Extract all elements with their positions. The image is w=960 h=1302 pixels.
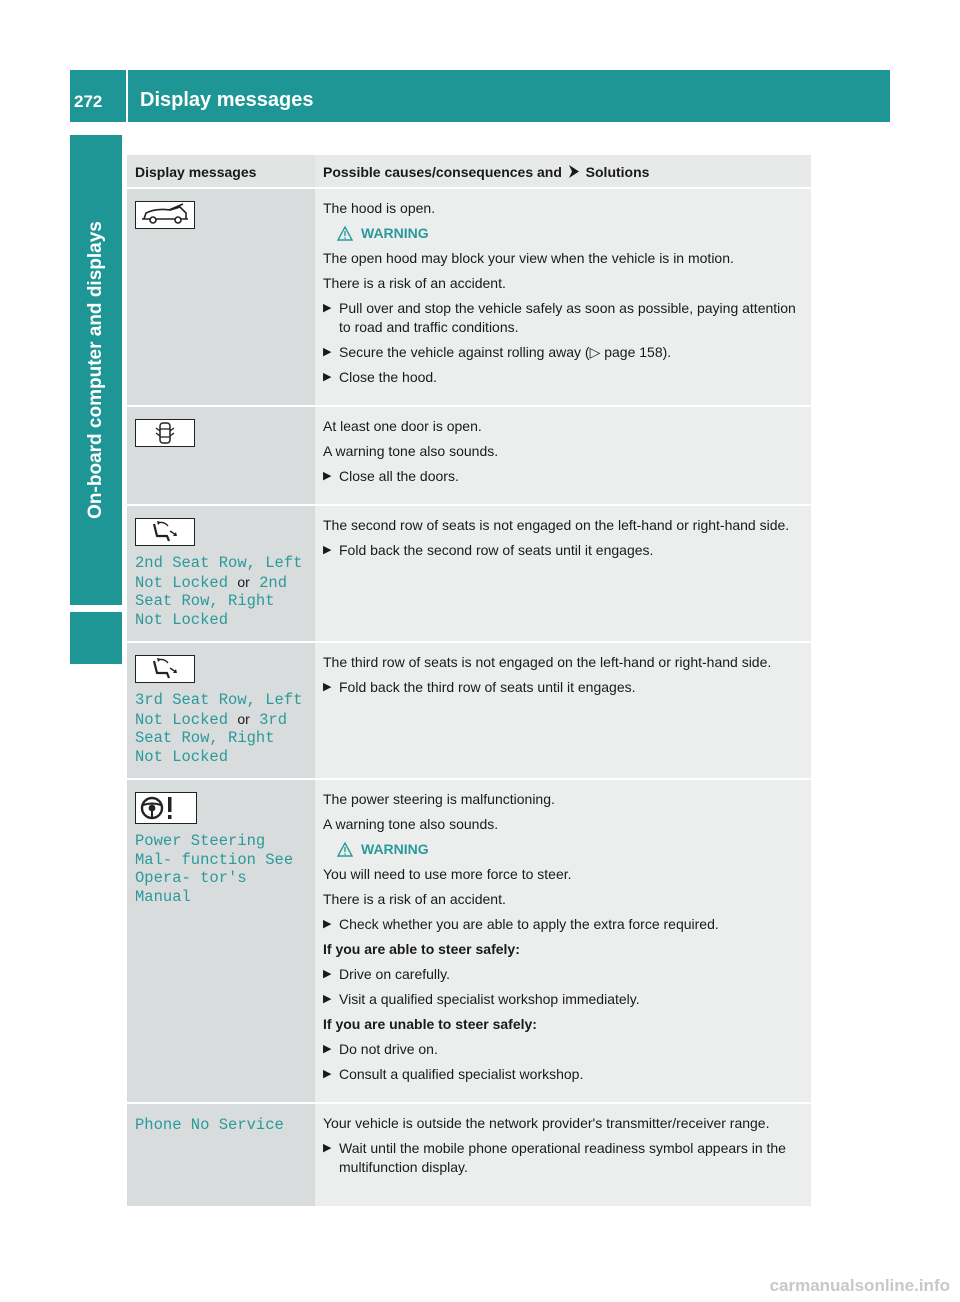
table-row [127,188,811,406]
step-arrow-icon: ▶ [323,1142,332,1154]
step-arrow-icon: ▶ [323,1068,332,1080]
cause-text: Your vehicle is outside the network provider's transmitter/receiver range. [323,1115,770,1131]
solution-arrow-icon [568,165,580,181]
solution-step [323,541,805,560]
warning-heading [337,224,805,243]
causes-cell [315,779,811,1103]
step-arrow-icon: ▶ [323,371,332,383]
or-text: or [237,710,250,727]
col-header-causes [315,155,811,188]
solution-step [323,990,805,1009]
warning-heading [337,840,805,859]
door-open-icon [135,419,195,447]
power-steering-icon [135,792,197,824]
cause-text: At least one door is open. [323,418,482,434]
step-arrow-icon: ▶ [323,346,332,358]
step-arrow-icon: ▶ [323,918,332,930]
display-message: Phone No Service [135,1116,284,1134]
display-message-right: 2nd Seat Row, Right Not Locked [135,573,287,629]
cause-text: You will need to use more force to steer. [323,866,572,882]
warning-triangle-icon [337,842,353,857]
solution-step-text: Pull over and stop the vehicle safely as soon as possible, paying attention to road and traffic conditions. [339,300,796,335]
footer-watermark: carmanualsonline.info [769,1276,950,1295]
display-message: Power Steering Mal‐ function See Opera‐ tor's Manual [135,832,294,906]
display-cell [127,779,315,1103]
section-tab-label: On-board computer and displays [85,221,106,519]
causes-cell [315,406,811,505]
display-cell [127,505,315,642]
solution-step-text: Visit a qualified specialist workshop immediately. [339,991,640,1007]
cause-text: The hood is open. [323,200,436,216]
warning-label: WARNING [361,841,429,857]
causes-cell [315,1103,811,1207]
or-text: or [237,573,250,590]
warning-label: WARNING [361,225,429,241]
hood-open-icon [135,201,195,229]
step-arrow-icon: ▶ [323,302,332,314]
display-cell [127,642,315,779]
solution-step-text: Check whether you are able to apply the extra force required. [339,916,719,932]
condition-heading: If you are able to steer safely: [323,941,520,957]
solution-step-text: Consult a qualified specialist workshop. [339,1066,584,1082]
causes-cell [315,188,811,406]
display-message [135,554,307,629]
solution-step [323,965,805,984]
solution-step-text: Drive on carefully. [339,966,451,982]
display-messages-table [127,155,811,1208]
table-row [127,1103,811,1207]
step-arrow-icon: ▶ [323,470,332,482]
cause-text: There is a risk of an accident. [323,891,506,907]
solution-step-text: Secure the vehicle against rolling away (▷ page 158). [339,344,672,360]
solution-step [323,368,805,387]
table-header-row [127,155,811,188]
solution-step [323,1040,805,1059]
display-cell [127,1103,315,1207]
display-message-right: 3rd Seat Row, Right Not Locked [135,710,287,766]
header-divider [126,70,128,122]
cause-text: The power steering is malfunctioning. [323,791,555,807]
step-arrow-icon: ▶ [323,1043,332,1055]
table-row [127,406,811,505]
section-tab-marker [70,612,122,664]
cause-text: The open hood may block your view when the vehicle is in motion. [323,250,734,266]
step-arrow-icon: ▶ [323,993,332,1005]
display-message [135,691,307,766]
causes-cell [315,642,811,779]
step-arrow-icon: ▶ [323,544,332,556]
cause-text: The second row of seats is not engaged on the left-hand or right-hand side. [323,517,790,533]
cause-text: The third row of seats is not engaged on the left-hand or right-hand side. [323,654,772,670]
solution-step [323,299,805,337]
solution-step-text: Do not drive on. [339,1041,438,1057]
display-message-left: 2nd Seat Row, Left Not Locked [135,554,303,592]
solution-step-text: Fold back the third row of seats until it engages. [339,679,636,695]
warning-triangle-icon [337,226,353,241]
col-header-solutions-text: Solutions [585,163,650,180]
step-arrow-icon: ▶ [323,968,332,980]
table-row [127,642,811,779]
page-number: 272 [74,92,103,111]
solution-step [323,1065,805,1084]
step-arrow-icon: ▶ [323,681,332,693]
display-cell [127,406,315,505]
page-title: Display messages [140,89,314,111]
seat-row-icon [135,655,195,683]
cause-text: A warning tone also sounds. [323,443,499,459]
table-row [127,779,811,1103]
solution-step-text: Close all the doors. [339,468,459,484]
solution-step [323,343,805,362]
table-row [127,505,811,642]
solution-step [323,678,805,697]
solution-step [323,915,805,934]
display-message-left: 3rd Seat Row, Left Not Locked [135,691,303,729]
cause-text: A warning tone also sounds. [323,816,499,832]
solution-step [323,467,805,486]
solution-step-text: Close the hood. [339,369,438,385]
seat-row-icon [135,518,195,546]
display-cell [127,188,315,406]
col-header-causes-text: Possible causes/consequences and [323,163,562,180]
col-header-display-messages: Display messages [127,155,315,188]
solution-step-text: Wait until the mobile phone operational readiness symbol appears in the multifunction display. [339,1140,786,1175]
solution-step [323,1139,805,1177]
causes-cell [315,505,811,642]
cause-text: There is a risk of an accident. [323,275,506,291]
solution-step-text: Fold back the second row of seats until it engages. [339,542,654,558]
condition-heading: If you are unable to steer safely: [323,1016,537,1032]
